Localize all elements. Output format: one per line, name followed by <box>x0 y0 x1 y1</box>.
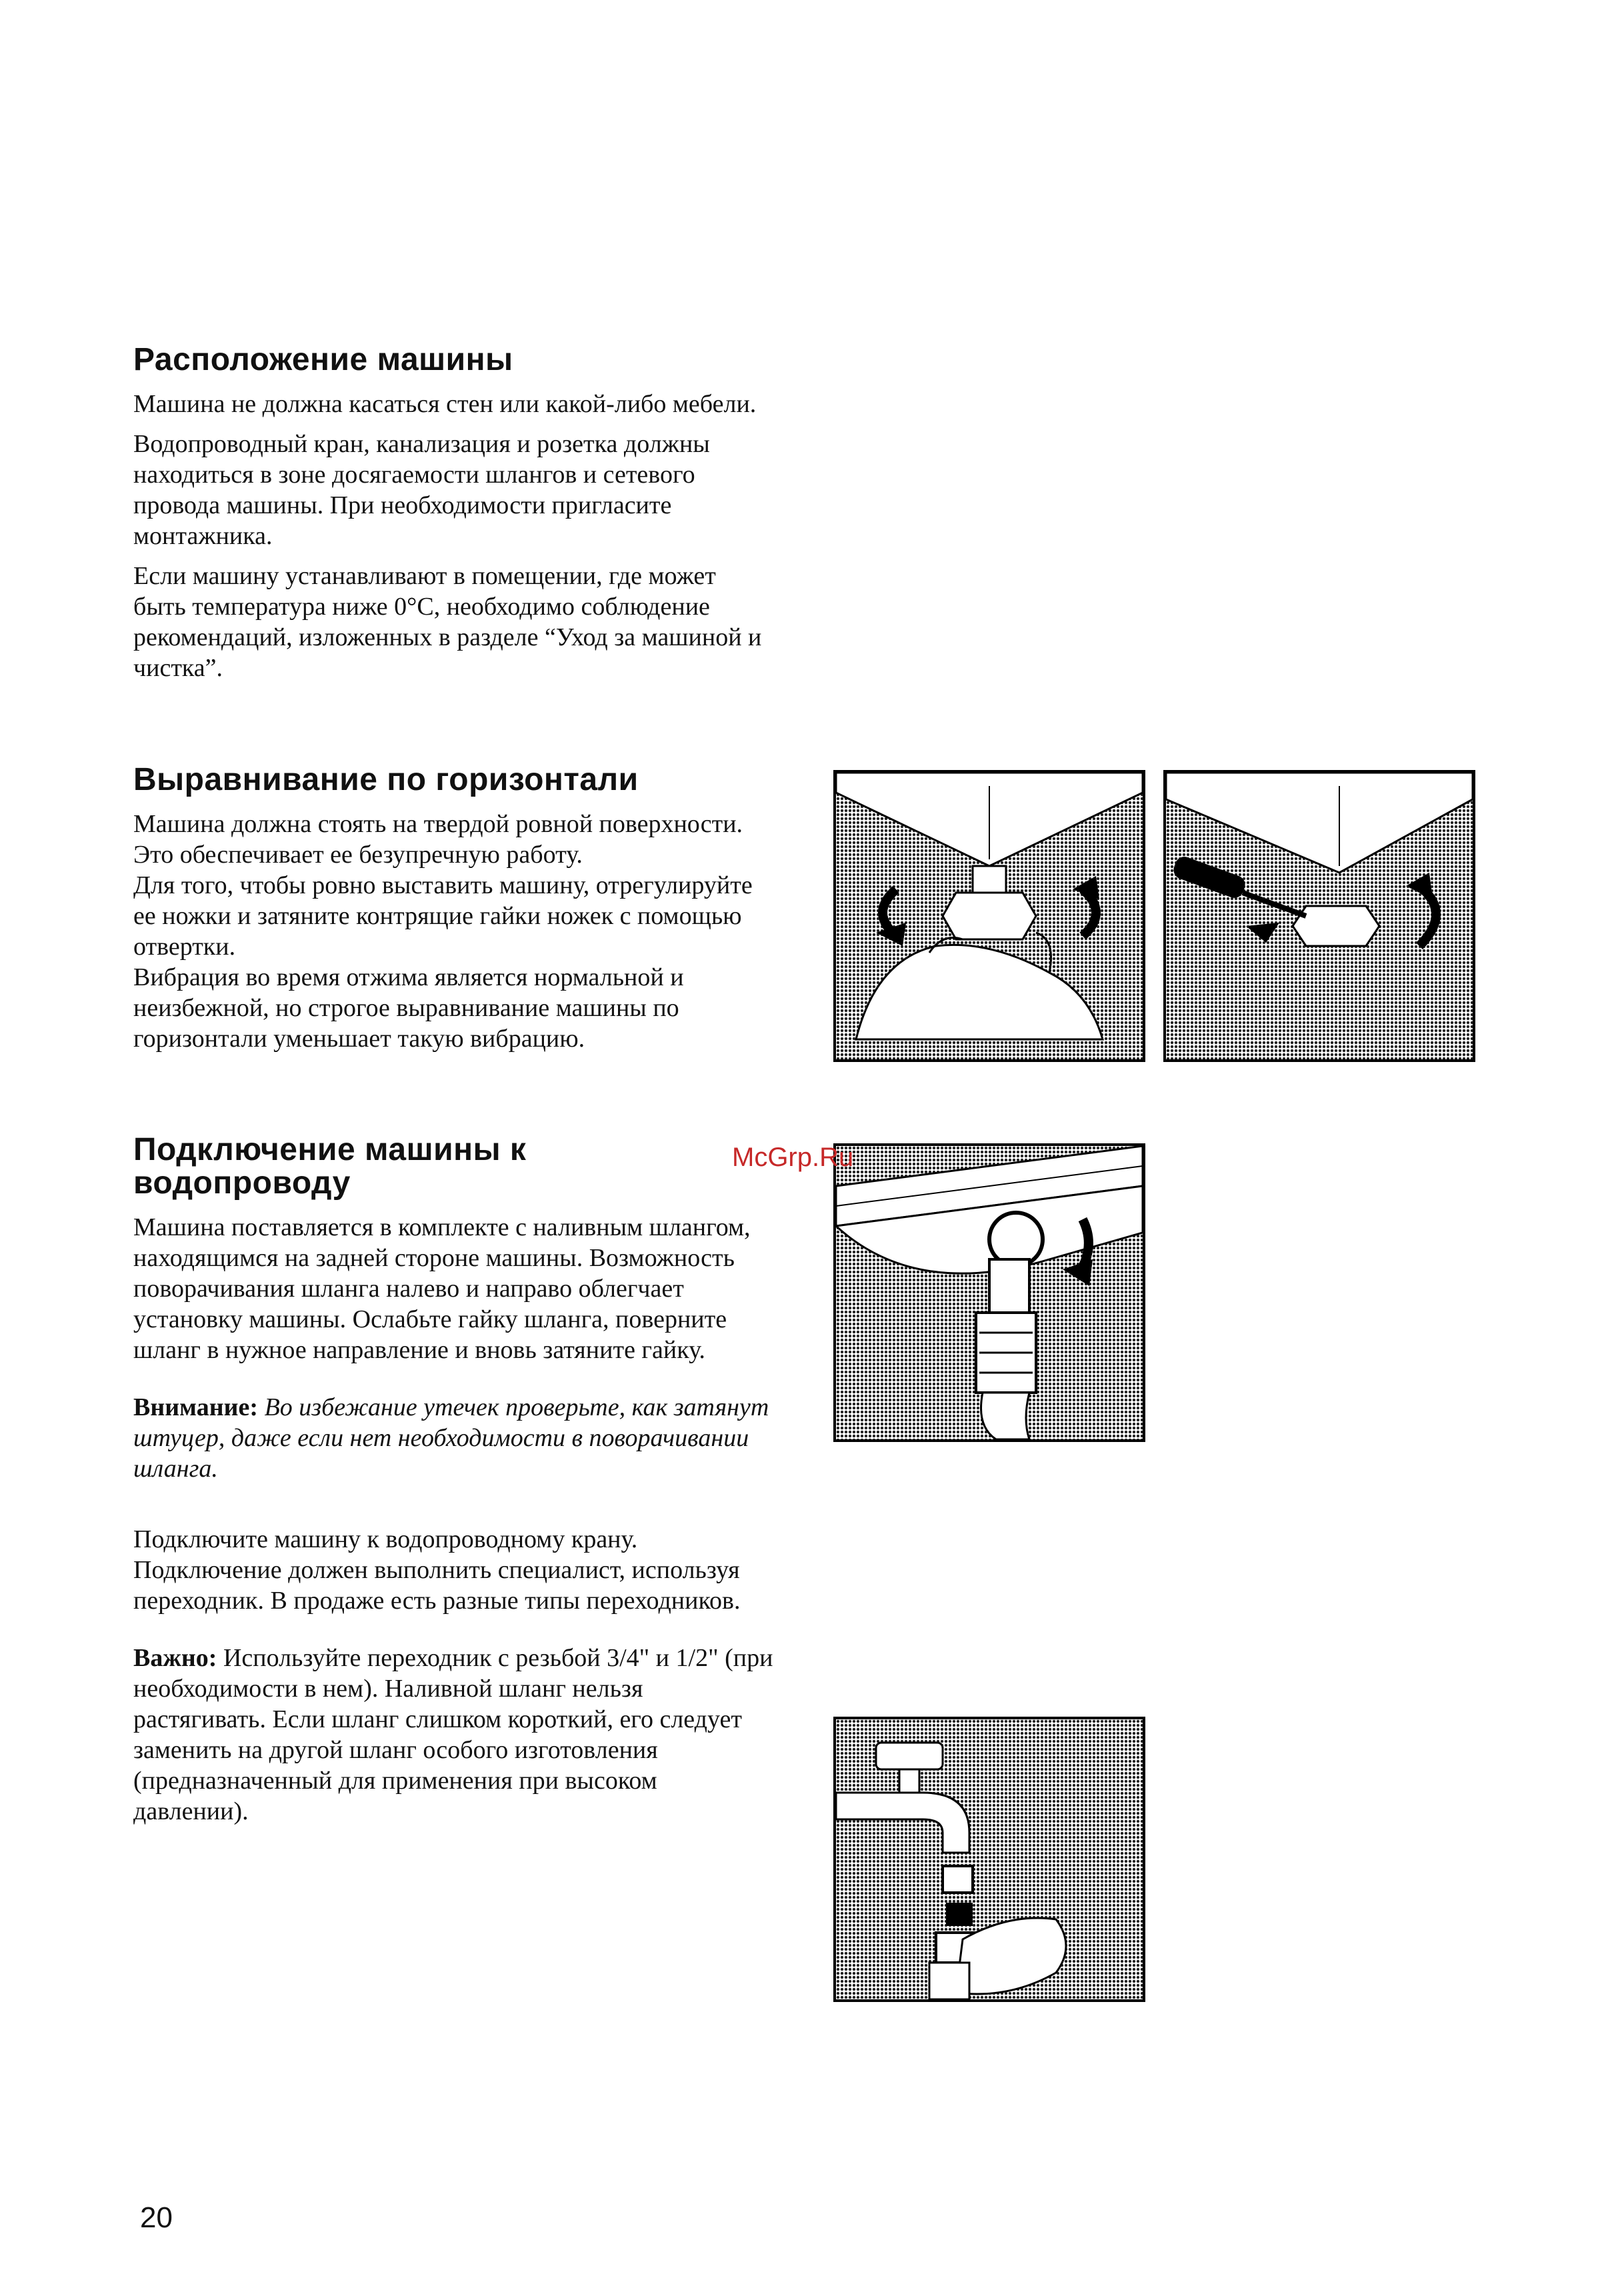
section-title: Выравнивание по горизонтали <box>133 762 639 797</box>
important-note <box>133 1643 773 1827</box>
section-placement <box>133 343 773 693</box>
figure-hand-adjusting-foot <box>833 770 1145 1062</box>
paragraph: Если машину устанавливают в помещении, где может быть температура ниже 0°С, необходимо соблюдение рекомендаций, изложенных в разделе “Уход за машиной и чистка”. <box>133 562 762 682</box>
paragraph: Для того, чтобы ровно выставить машину, отрегулируйте ее ножки и затяните контрящие гайки ножек с помощью отвертки. <box>133 871 753 961</box>
warning-note <box>133 1392 773 1484</box>
figure-tap-adapter <box>833 1717 1145 2002</box>
warning-label: Внимание: <box>133 1393 259 1421</box>
screwdriver-illustration <box>1166 773 1473 1059</box>
foot-illustration <box>836 773 1143 1059</box>
hose-illustration <box>836 1146 1143 1439</box>
important-text: Используйте переходник с резьбой 3/4" и 1/2" (при необходимости в нем). Наливной шланг нельзя растягивать. Если шланг слишком короткий, его следует заменить на другой шланг особого изготовления (предназначенный для применения при высоком давлении). <box>133 1644 773 1825</box>
watermark: McGrp.Ru <box>732 1143 854 1172</box>
important-label: Важно: <box>133 1644 217 1672</box>
paragraph: Машина не должна касаться стен или какой-либо мебели. <box>133 390 757 418</box>
paragraph: Машина поставляется в комплекте с наливным шлангом, находящимся на задней стороне машины. Возможность поворачивания шланга налево и направо облегчает установку машины. Ослабьте гайку шланга, поверните шланг в нужное направление и вновь затяните гайку. <box>133 1213 751 1364</box>
figure-hose-connection <box>833 1143 1145 1442</box>
section-water-connection <box>133 1133 773 1836</box>
figure-screwdriver-locknut <box>1163 770 1475 1062</box>
tap-illustration <box>836 1719 1143 1999</box>
section-title: Подключение машины к водопроводу <box>133 1132 527 1201</box>
paragraph: Подключите машину к водопроводному крану. Подключение должен выполнить специалист, используя переходник. В продаже есть разные типы переходников. <box>133 1525 741 1615</box>
paragraph: Водопроводный кран, канализация и розетка должны находиться в зоне досягаемости шлангов и сетевого провода машины. При необходимости пригласите монтажника. <box>133 430 710 550</box>
warning-text: Во избежание утечек проверьте, как затянут штуцер, даже если нет необходимости в поворачивании шланга. <box>133 1393 769 1483</box>
paragraph: Вибрация во время отжима является нормальной и неизбежной, но строгое выравнивание машины по горизонтали уменьшает такую вибрацию. <box>133 963 684 1053</box>
page-number: 20 <box>140 2201 173 2234</box>
section-title: Расположение машины <box>133 342 513 377</box>
section-leveling <box>133 763 773 1063</box>
paragraph: Машина должна стоять на твердой ровной поверхности. Это обеспечивает ее безупречную работу. <box>133 810 743 869</box>
